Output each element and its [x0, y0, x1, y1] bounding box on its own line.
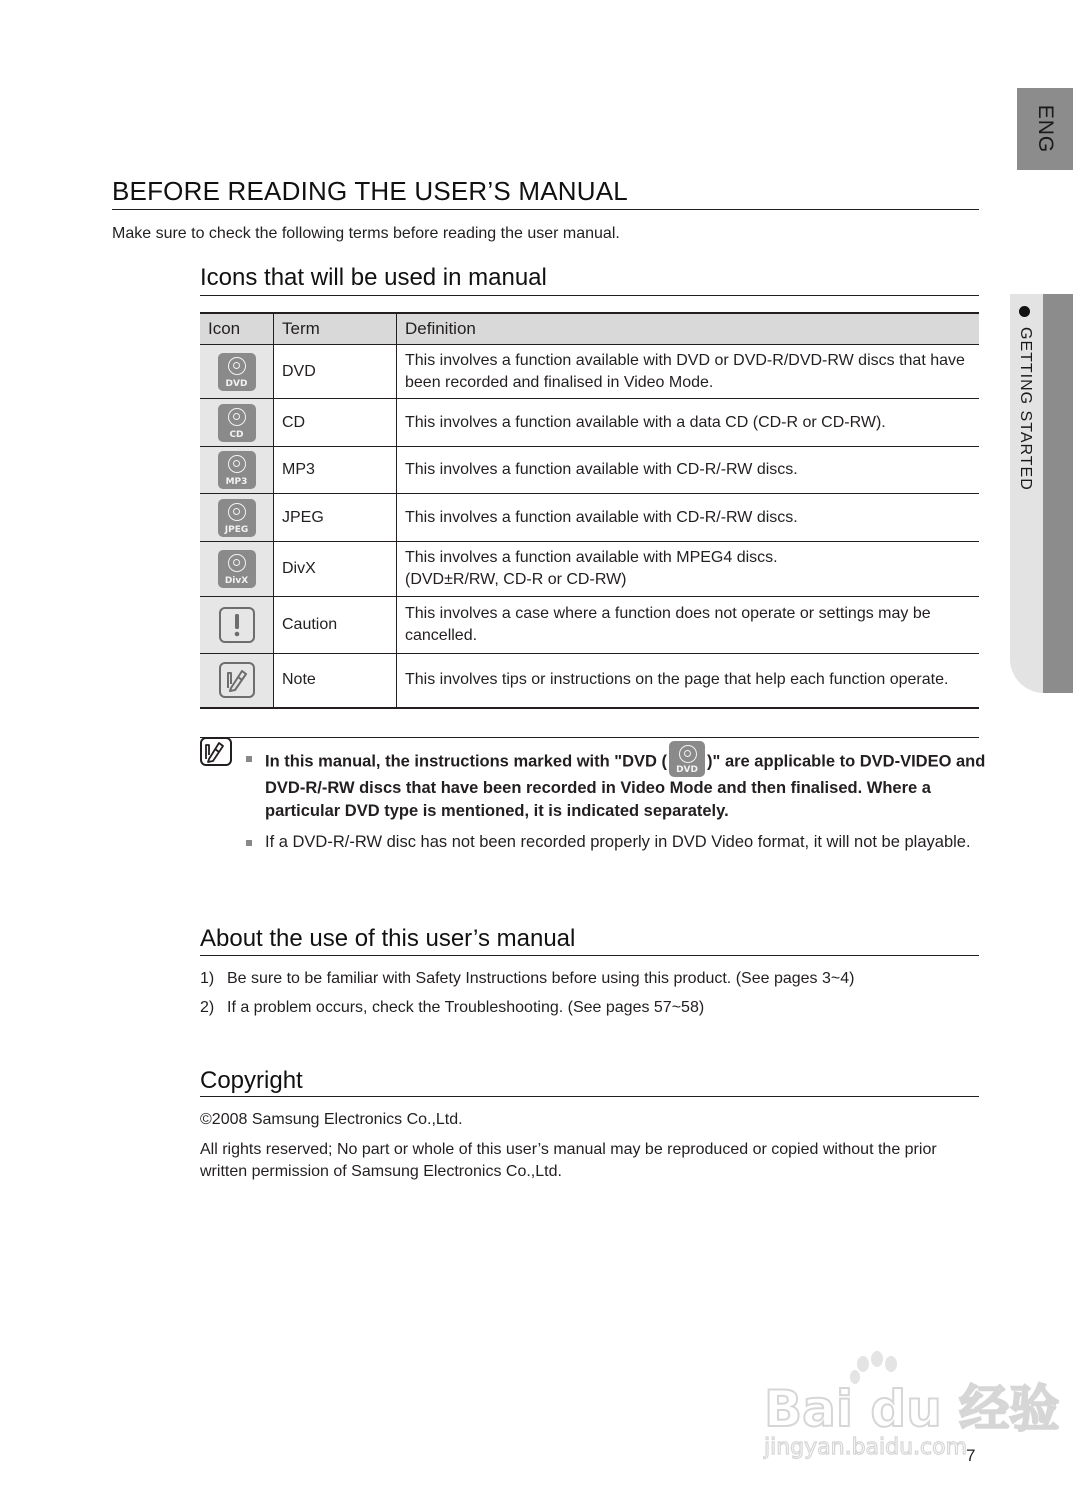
table-row	[200, 399, 979, 447]
dvd-disc-icon: DVD	[218, 353, 256, 391]
definition-cell: This involves a case where a function does not operate or settings may be cancelled.	[397, 597, 980, 654]
definition-cell: This involves a function available with CD-R/-RW discs.	[397, 447, 980, 494]
language-tab-label: ENG	[1034, 104, 1057, 154]
about-heading: About the use of this user’s manual	[200, 925, 576, 952]
about-list	[200, 968, 854, 1026]
page-number: 7	[966, 1446, 976, 1465]
icon-cell	[200, 654, 274, 708]
intro-text: Make sure to check the following terms before reading the user manual.	[112, 225, 620, 242]
definition-cell: This involves a function available with CD-R/-RW discs.	[397, 494, 980, 542]
icon-cell	[200, 542, 274, 597]
list-item: 1) Be sure to be familiar with Safety Instructions before using this product. (See pages 3~4)	[200, 970, 855, 987]
jpeg-disc-icon: JPEG	[218, 499, 256, 537]
copyright-heading: Copyright	[200, 1067, 303, 1094]
definition-cell: This involves a function available with DVD or DVD-R/DVD-RW discs that have been recorded and finalised in Video Mode.	[397, 345, 980, 399]
copyright-notice: All rights reserved; No part or whole of this user’s manual may be reproduced or copied without the prior written permission of Samsung Electronics Co.,Ltd.	[200, 1141, 937, 1180]
note-item: In this manual, the instructions marked with "DVD ( DVD )" are applicable to DVD-VIDEO and DVD-R/-RW discs that have been recorded in Video Mode and then finalised. Where a particular DVD type is mentioned, it is indicated separately.	[246, 747, 986, 823]
term-cell: JPEG	[274, 494, 397, 542]
definition-line: (DVD±R/RW, CD-R or CD-RW)	[405, 571, 627, 588]
watermark-url: jingyan.baidu.com	[764, 1435, 968, 1460]
divx-disc-icon: DivX	[218, 550, 256, 588]
icons-table	[200, 312, 979, 709]
term-cell: DVD	[274, 345, 397, 399]
definition-cell	[397, 542, 980, 597]
icon-cell	[200, 597, 274, 654]
note-icon	[219, 662, 255, 698]
section-tab-strip	[1043, 294, 1073, 693]
copyright-heading-rule	[200, 1096, 979, 1097]
list-item: 2) If a problem occurs, check the Troubleshooting. (See pages 57~58)	[200, 999, 705, 1016]
definition-cell: This involves tips or instructions on the page that help each function operate.	[397, 654, 980, 708]
column-header-definition: Definition	[397, 313, 980, 345]
table-row	[200, 447, 979, 494]
language-tab	[1017, 88, 1073, 170]
icon-cell	[200, 494, 274, 542]
column-header-term: Term	[274, 313, 397, 345]
dvd-disc-icon: DVD	[669, 741, 705, 777]
term-cell: MP3	[274, 447, 397, 494]
table-row	[200, 345, 979, 399]
icon-cell	[200, 447, 274, 494]
icon-cell	[200, 345, 274, 399]
table-row	[200, 494, 979, 542]
cd-disc-icon: CD	[218, 404, 256, 442]
note-icon	[200, 737, 234, 772]
icon-cell	[200, 399, 274, 447]
note-list	[246, 747, 986, 862]
column-header-icon: Icon	[200, 313, 274, 345]
caution-icon	[219, 607, 255, 643]
table-row	[200, 542, 979, 597]
title-rule	[112, 209, 979, 210]
table-row	[200, 597, 979, 654]
icons-heading: Icons that will be used in manual	[200, 264, 547, 291]
page-title: BEFORE READING THE USER’S MANUAL	[112, 176, 628, 206]
section-tab-label: GETTING STARTED	[1017, 327, 1034, 491]
icons-heading-rule	[200, 295, 979, 296]
term-cell: Note	[274, 654, 397, 708]
table-header-row	[200, 313, 979, 345]
mp3-disc-icon: MP3	[218, 451, 256, 489]
term-cell: DivX	[274, 542, 397, 597]
term-cell: Caution	[274, 597, 397, 654]
bullet-dot-icon	[1020, 306, 1031, 317]
definition-line: This involves a function available with MPEG4 discs.	[405, 549, 778, 566]
term-cell: CD	[274, 399, 397, 447]
definition-cell: This involves a function available with a data CD (CD-R or CD-RW).	[397, 399, 980, 447]
watermark-brand: Bai du 经验	[764, 1380, 1060, 1438]
note-item: If a DVD-R/-RW disc has not been recorded properly in DVD Video format, it will not be playable.	[246, 831, 986, 854]
table-row	[200, 654, 979, 708]
about-heading-rule	[200, 955, 979, 956]
copyright-line: ©2008 Samsung Electronics Co.,Ltd.	[200, 1111, 463, 1128]
note-rule	[200, 737, 979, 738]
